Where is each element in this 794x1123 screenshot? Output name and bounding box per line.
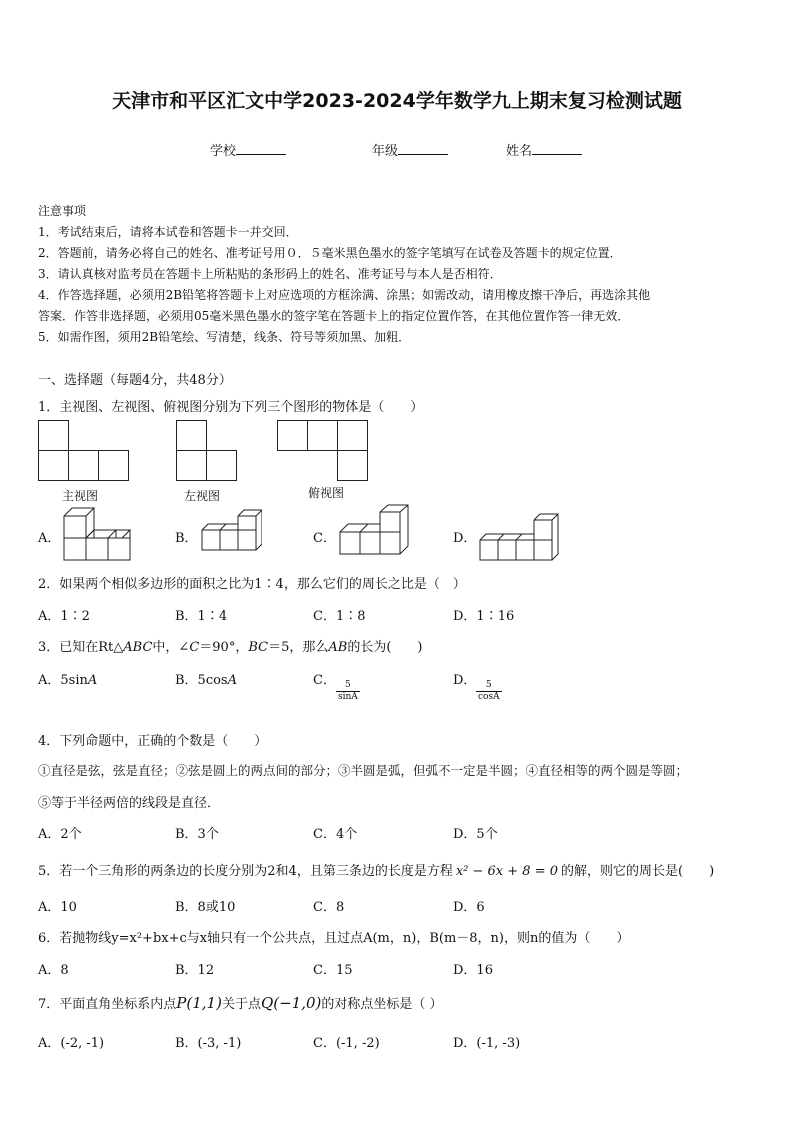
q7-point-q: Q(−1,0)	[260, 994, 322, 1012]
top-view-figure	[277, 420, 369, 482]
q1-option-b[interactable]: B．	[175, 531, 198, 546]
option-a-solid-figure	[62, 504, 134, 562]
left-view-caption: 左视图	[184, 489, 221, 503]
q7-option-a[interactable]: A．(-2, -1)	[38, 1036, 105, 1051]
q1-stem: 1．主视图、左视图、俯视图分别为下列三个图形的物体是（ ）	[38, 400, 424, 415]
note-line: 2．答题前，请务必将自己的姓名、准考证号用０．５毫米黑色墨水的签字笔填写在试卷及答题卡的规定位置．	[38, 246, 622, 260]
q6-option-b[interactable]: B．12	[175, 963, 215, 978]
grade-field: 年级	[372, 140, 448, 159]
q1-option-d[interactable]: D．	[453, 531, 477, 546]
notes-heading: 注意事项	[38, 204, 87, 218]
q3-option-a[interactable]: A．5sinA	[38, 673, 98, 688]
q3-option-c-fraction: $\frac{5}{\sin A}$	[338, 680, 358, 702]
note-line: 1．考试结束后，请将本试卷和答题卡一并交回．	[38, 225, 298, 239]
note-line: 5．如需作图，须用2B铅笔绘、写清楚，线条、符号等须加黑、加粗．	[38, 330, 411, 344]
front-view-caption: 主视图	[62, 489, 99, 503]
q7-option-d[interactable]: D．(-1, -3)	[453, 1036, 521, 1051]
section-heading: 一、选择题（每题4分，共48分）	[38, 373, 232, 388]
school-field: 学校	[210, 140, 286, 159]
note-line: 3．请认真核对监考员在答题卡上所粘贴的条形码上的姓名、准考证号与本人是否相符．	[38, 267, 502, 281]
q7-point-p: P(1,1)	[176, 994, 222, 1012]
top-view-caption: 俯视图	[308, 486, 345, 500]
q4-option-d[interactable]: D．5个	[453, 827, 498, 842]
q4-option-c[interactable]: C．4个	[313, 827, 358, 842]
q2-option-d[interactable]: D．1∶16	[453, 609, 515, 624]
note-line: 4．作答选择题，必须用2B铅笔将答题卡上对应选项的方框涂满、涂黑；如需改动，请用橡皮擦干净后，再选涂其他	[38, 288, 651, 302]
q4-option-b[interactable]: B．3个	[175, 827, 219, 842]
q4-option-a[interactable]: A．2个	[38, 827, 82, 842]
q5-option-c[interactable]: C．8	[313, 900, 345, 915]
q5-equation: x² − 6x + 8 = 0	[455, 864, 558, 879]
q2-option-c[interactable]: C．1∶8	[313, 609, 366, 624]
q4-statements-line-1: ①直径是弦，弦是直径；②弦是圆上的两点间的部分；③半圆是弧，但弧不一定是半圆；④直径相等的两个圆是等圆；	[38, 763, 689, 778]
q7-option-b[interactable]: B．(-3, -1)	[175, 1036, 242, 1051]
q4-stem: 4．下列命题中，正确的个数是（ ）	[38, 734, 268, 749]
front-view-figure	[38, 420, 130, 482]
q6-option-a[interactable]: A．8	[38, 963, 69, 978]
q7-option-c[interactable]: C．(-1, -2)	[313, 1036, 380, 1051]
option-c-solid-figure	[338, 504, 414, 558]
left-view-figure	[176, 420, 238, 482]
page-title: 天津市和平区汇文中学2023-2024学年数学九上期末复习检测试题	[112, 90, 682, 112]
q1-option-c[interactable]: C．	[313, 531, 336, 546]
note-line: 答案．作答非选择题，必须用05毫米黑色墨水的签字笔在答题卡上的指定位置作答，在其他位置作答一律无效．	[38, 309, 630, 323]
q6-option-d[interactable]: D．16	[453, 963, 493, 978]
q5-option-b[interactable]: B．8或10	[175, 900, 236, 915]
q7-stem: 7．平面直角坐标系内点P(1,1)关于点Q(−1,0)的对称点坐标是（ ）	[38, 994, 443, 1012]
q1-option-a[interactable]: A．	[38, 531, 61, 546]
q3-option-b[interactable]: B．5cosA	[175, 673, 237, 688]
q2-option-b[interactable]: B．1∶4	[175, 609, 228, 624]
q6-option-c[interactable]: C．15	[313, 963, 353, 978]
q5-option-d[interactable]: D．6	[453, 900, 485, 915]
q5-stem: 5．若一个三角形的两条边的长度分别为2和4，且第三条边的长度是方程 x² − 6x + 8 = 0 的解，则它的周长是( )	[38, 864, 715, 879]
q6-stem: 6．若抛物线y=x²+bx+c与x轴只有一个公共点，且过点A(m，n)，B(m－8，n)，则n的值为（ ）	[38, 931, 630, 946]
q3-option-c[interactable]: C．	[313, 673, 336, 688]
q2-stem: 2．如果两个相似多边形的面积之比为1∶4，那么它们的周长之比是（ ）	[38, 577, 466, 592]
name-field: 姓名	[506, 140, 582, 159]
q3-stem: 3．已知在Rt△ABC中，∠C＝90°，BC＝5，那么AB的长为( )	[38, 640, 423, 655]
q5-option-a[interactable]: A．10	[38, 900, 77, 915]
q4-statements-line-2: ⑤等于半径两倍的线段是直径．	[38, 796, 221, 811]
q3-option-d-fraction: $\frac{5}{\cos A}$	[478, 680, 500, 702]
q3-option-d[interactable]: D．	[453, 673, 477, 688]
option-b-solid-figure	[200, 508, 262, 556]
option-d-solid-figure	[478, 504, 560, 564]
q2-option-a[interactable]: A．1∶2	[38, 609, 90, 624]
notes-block	[38, 201, 758, 348]
